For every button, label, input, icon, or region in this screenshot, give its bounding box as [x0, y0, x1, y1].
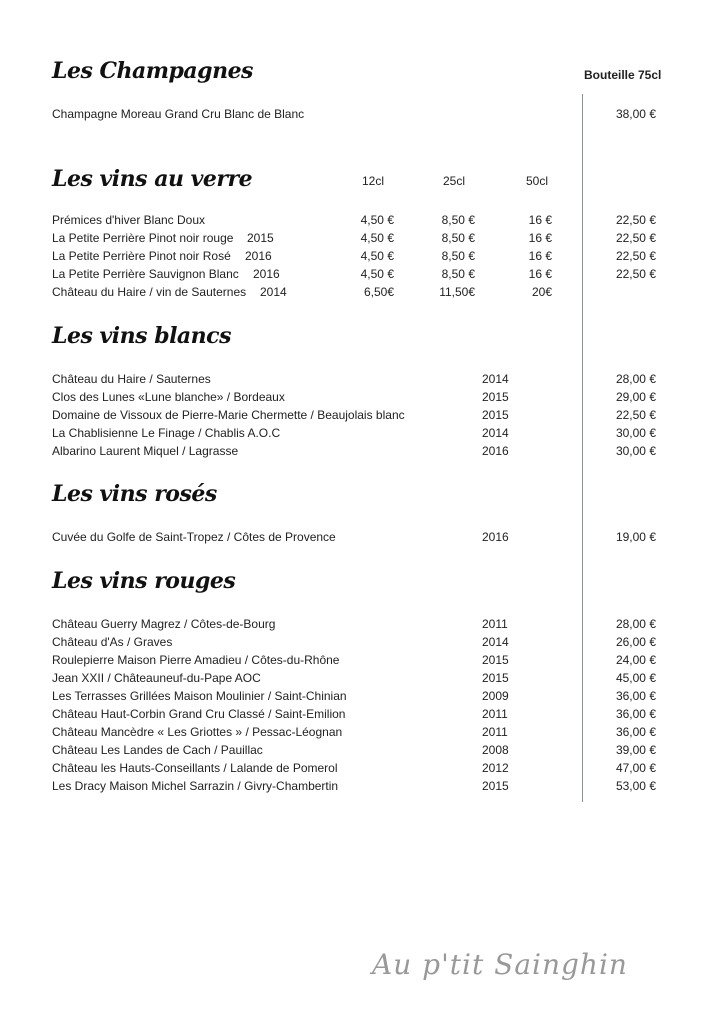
wine-bottle: 22,50 € [615, 408, 656, 422]
wine-year: 2015 [482, 779, 509, 793]
wine-row [52, 669, 656, 687]
blancs-list [52, 370, 656, 460]
section-title-blancs: Les vins blancs [52, 323, 231, 349]
wine-bottle: 26,00 € [615, 635, 656, 649]
wine-row [52, 229, 656, 247]
wine-name: Albarino Laurent Miquel / Lagrasse [52, 444, 239, 458]
wine-bottle: 19,00 € [615, 530, 656, 544]
restaurant-logo: Au p'tit Sainghin [372, 948, 628, 981]
wine-p12: 4,50 € [360, 231, 394, 245]
wine-bottle: 24,00 € [615, 653, 656, 667]
wine-bottle: 47,00 € [615, 761, 656, 775]
wine-row [52, 723, 656, 741]
wine-name: La Chablisienne Le Finage / Chablis A.O.C [52, 426, 281, 440]
wine-p12: 4,50 € [360, 213, 394, 227]
wine-p12: 4,50 € [360, 249, 394, 263]
wine-p25: 11,50€ [439, 285, 475, 299]
wine-p12: 6,50€ [363, 285, 394, 299]
wine-bottle: 22,50 € [615, 213, 656, 227]
wine-row [52, 528, 656, 546]
wine-name: Château Les Landes de Cach / Pauillac [52, 743, 263, 757]
column-header-bottle: Bouteille 75cl [584, 68, 662, 82]
section-title-verre: Les vins au verre [52, 166, 253, 192]
wine-bottle: 36,00 € [615, 725, 656, 739]
wine-name: Les Dracy Maison Michel Sarrazin / Givry-Chambertin [52, 779, 339, 793]
wine-year: 2012 [482, 761, 509, 775]
wine-row [52, 406, 656, 424]
wine-row [52, 265, 656, 283]
wine-name: Château Guerry Magrez / Côtes-de-Bourg [52, 617, 276, 631]
wine-name: Château du Haire / Sauternes [52, 372, 211, 386]
wine-name: Clos des Lunes «Lune blanche» / Bordeaux [52, 390, 285, 404]
wine-row [52, 442, 656, 460]
wine-row [52, 370, 656, 388]
wine-p50: 16 € [528, 267, 552, 281]
wine-year: 2014 [482, 426, 509, 440]
wine-bottle: 28,00 € [615, 617, 656, 631]
wine-p50: 16 € [528, 231, 552, 245]
wine-bottle: 36,00 € [615, 689, 656, 703]
wine-year: 2011 [482, 707, 508, 721]
wine-p25: 8,50 € [441, 213, 475, 227]
wine-row [52, 211, 656, 229]
wine-name: La Petite Perrière Pinot noir rouge [52, 231, 234, 245]
wine-bottle: 30,00 € [615, 444, 656, 458]
wine-year: 2016 [253, 267, 280, 281]
wine-row [52, 247, 656, 265]
wine-name: Château Haut-Corbin Grand Cru Classé / Saint-Emilion [52, 707, 346, 721]
wine-p12: 4,50 € [360, 267, 394, 281]
wine-year: 2011 [482, 725, 508, 739]
wine-year: 2014 [482, 372, 509, 386]
wine-year: 2008 [482, 743, 509, 757]
wine-year: 2015 [247, 231, 274, 245]
wine-name: Prémices d'hiver Blanc Doux [52, 213, 206, 227]
wine-row [52, 777, 656, 795]
wine-p50: 20€ [531, 285, 552, 299]
wine-name: Château du Haire / vin de Sauternes [52, 285, 247, 299]
wine-year: 2009 [482, 689, 509, 703]
wine-p50: 16 € [528, 213, 552, 227]
wine-name: Roulepierre Maison Pierre Amadieu / Côtes-du-Rhône [52, 653, 340, 667]
wine-p25: 8,50 € [441, 249, 475, 263]
wine-row [52, 687, 656, 705]
wine-year: 2015 [482, 653, 509, 667]
wine-name: Champagne Moreau Grand Cru Blanc de Blanc [52, 107, 305, 121]
wine-bottle: 22,50 € [615, 267, 656, 281]
wine-row [52, 615, 656, 633]
roses-list [52, 528, 656, 546]
wine-p25: 8,50 € [441, 231, 475, 245]
verre-list [52, 211, 656, 301]
wine-bottle: 39,00 € [615, 743, 656, 757]
wine-row [52, 705, 656, 723]
section-title-champagnes: Les Champagnes [52, 58, 253, 84]
wine-year: 2014 [260, 285, 287, 299]
wine-year: 2015 [482, 390, 509, 404]
wine-name: La Petite Perrière Sauvignon Blanc [52, 267, 239, 281]
wine-year: 2015 [482, 671, 509, 685]
wine-bottle: 36,00 € [615, 707, 656, 721]
wine-year: 2016 [482, 444, 509, 458]
wine-year: 2016 [482, 530, 509, 544]
wine-p50: 16 € [528, 249, 552, 263]
wine-p25: 8,50 € [441, 267, 475, 281]
wine-name: Château d'As / Graves [52, 635, 173, 649]
wine-name: Domaine de Vissoux de Pierre-Marie Chermette / Beaujolais blanc [52, 408, 405, 422]
wine-bottle: 22,50 € [615, 231, 656, 245]
wine-row [52, 283, 656, 301]
rouges-list [52, 615, 656, 795]
column-header-12cl: 12cl [362, 174, 385, 188]
wine-year: 2015 [482, 408, 509, 422]
wine-name: Château Mancèdre « Les Griottes » / Pessac-Léognan [52, 725, 343, 739]
wine-year: 2016 [245, 249, 272, 263]
wine-bottle: 28,00 € [615, 372, 656, 386]
wine-name: Jean XXII / Châteauneuf-du-Pape AOC [52, 671, 261, 685]
wine-bottle: 29,00 € [615, 390, 656, 404]
wine-name: Cuvée du Golfe de Saint-Tropez / Côtes de Provence [52, 530, 336, 544]
wine-year: 2011 [482, 617, 508, 631]
section-title-rouges: Les vins rouges [52, 568, 236, 594]
section-title-roses: Les vins rosés [52, 481, 217, 507]
wine-row [52, 759, 656, 777]
champagnes-list [52, 105, 656, 123]
wine-row [52, 741, 656, 759]
wine-name: Château les Hauts-Conseillants / Lalande de Pomerol [52, 761, 338, 775]
wine-row [52, 424, 656, 442]
column-header-50cl: 50cl [526, 174, 549, 188]
wine-bottle: 22,50 € [615, 249, 656, 263]
wine-bottle: 53,00 € [615, 779, 656, 793]
wine-name: La Petite Perrière Pinot noir Rosé [52, 249, 231, 263]
wine-bottle: 45,00 € [615, 671, 656, 685]
wine-bottle: 30,00 € [615, 426, 656, 440]
wine-row [52, 388, 656, 406]
wine-name: Les Terrasses Grillées Maison Moulinier / Saint-Chinian [52, 689, 347, 703]
wine-row [52, 633, 656, 651]
column-header-25cl: 25cl [443, 174, 466, 188]
wine-row [52, 105, 656, 123]
wine-row [52, 651, 656, 669]
wine-year: 2014 [482, 635, 509, 649]
wine-bottle: 38,00 € [615, 107, 656, 121]
